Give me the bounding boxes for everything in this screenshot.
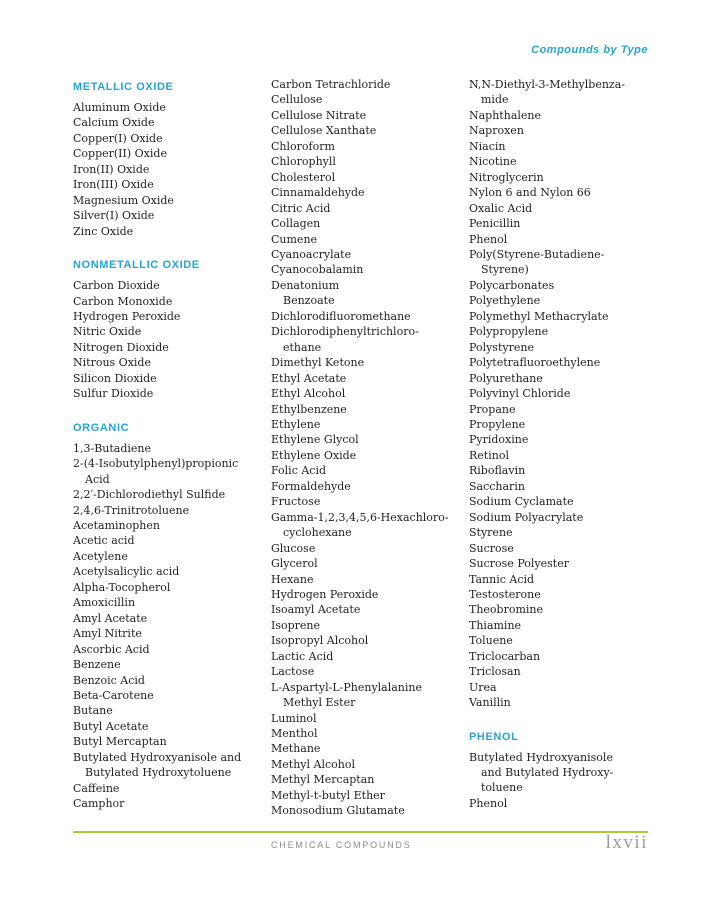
compound-item: Hexane (271, 572, 314, 586)
compound-item: Butylated Hydroxyanisole and Butylated Hydroxytoluene (73, 750, 242, 780)
compound-item: Nitrogen Dioxide (73, 340, 169, 354)
compound-item: Zinc Oxide (73, 224, 134, 238)
compound-item: Aluminum Oxide (73, 101, 166, 114)
compound-item: Phenol (469, 232, 508, 246)
compound-item: Carbon Tetrachloride (271, 78, 391, 91)
compound-item: Polyvinyl Chloride (469, 387, 571, 401)
compound-item: Testosterone (469, 587, 541, 601)
compound-item: Poly(Styrene-Butadiene- Styrene) (469, 247, 605, 277)
compound-item: Denatonium Benzoate (271, 278, 340, 308)
column-3 (469, 77, 659, 829)
compound-item: Methane (271, 742, 321, 756)
compound-item: Retinol (469, 448, 509, 462)
compound-item: Carbon Monoxide (73, 294, 173, 308)
compound-item: Tannic Acid (469, 572, 535, 586)
compound-item: Naphthalene (469, 108, 541, 122)
compound-item: Iron(II) Oxide (73, 162, 150, 176)
compound-item: Urea (469, 680, 497, 694)
compound-item: Collagen (271, 217, 321, 231)
compound-item: Ethylene Glycol (271, 433, 359, 447)
compound-item: Hydrogen Peroxide (73, 309, 181, 323)
compound-item: Isopropyl Alcohol (271, 634, 369, 648)
compound-item: Cellulose Xanthate (271, 124, 377, 138)
compound-item: Lactose (271, 665, 315, 679)
compound-section (73, 420, 258, 812)
compound-item: Acetic acid (73, 534, 135, 548)
compound-item: Dimethyl Ketone (271, 356, 365, 370)
compound-section (73, 79, 258, 239)
compound-item: Nitrous Oxide (73, 356, 151, 370)
compound-item: Nicotine (469, 155, 517, 169)
compound-item: Folic Acid (271, 464, 327, 478)
compound-item: Ethylene Oxide (271, 448, 357, 462)
compound-item: Cumene (271, 232, 318, 246)
compound-item: Methyl Alcohol (271, 757, 355, 771)
compound-section (469, 729, 659, 812)
compound-item: Propylene (469, 417, 526, 431)
compound-item: Ethyl Alcohol (271, 387, 346, 401)
compound-item: Sodium Cyclamate (469, 495, 574, 509)
compound-item: Menthol (271, 727, 318, 741)
compound-item: Amyl Nitrite (73, 627, 142, 641)
compound-item: Amyl Acetate (73, 611, 148, 625)
compound-item: Silver(I) Oxide (73, 209, 155, 223)
compound-item: Sulfur Dioxide (73, 387, 154, 401)
compound-item: Dichlorodiphenyltrichloro- ethane (271, 325, 419, 354)
compound-item: 1,3-Butadiene (73, 441, 152, 455)
compound-item: Sodium Polyacrylate (469, 510, 584, 524)
compound-item: Cellulose Nitrate (271, 108, 367, 122)
compound-item: Polystyrene (469, 340, 534, 354)
compound-item: Triclocarban (469, 649, 541, 663)
compound-item: Polymethyl Methacrylate (469, 309, 609, 323)
compound-item: Amoxicillin (73, 596, 136, 610)
compound-item: Glucose (271, 541, 316, 555)
compound-item: Nylon 6 and Nylon 66 (469, 186, 591, 200)
compound-item: Polytetrafluoroethylene (469, 356, 601, 370)
section-title: NONMETALLIC OXIDE (73, 259, 200, 272)
compound-item: Cellulose (271, 93, 323, 107)
compound-item: Cyanocobalamin (271, 263, 364, 277)
compound-item: Copper(II) Oxide (73, 147, 167, 161)
compound-section (271, 77, 461, 819)
compound-item: Cinnamaldehyde (271, 186, 365, 200)
compound-item: Naproxen (469, 124, 524, 138)
compound-item: Benzene (73, 658, 121, 672)
compound-item: Cyanoacrylate (271, 247, 352, 261)
page-number: lxvii (605, 832, 648, 853)
compound-item: Iron(III) Oxide (73, 178, 154, 192)
compound-item: Nitric Oxide (73, 325, 142, 339)
compound-item: Butylated Hydroxyanisole and Butylated Hydroxy- toluene (469, 750, 614, 795)
compound-item: Citric Acid (271, 201, 331, 215)
compound-item: Chlorophyll (271, 155, 336, 169)
compound-item: Acetylene (73, 549, 128, 563)
compound-item: Silicon Dioxide (73, 371, 157, 385)
compound-item: Sucrose (469, 541, 514, 555)
compound-item: Chloroform (271, 139, 335, 153)
compound-item: Methyl-t-butyl Ether (271, 788, 385, 802)
compound-item: Formaldehyde (271, 479, 351, 493)
compound-item: Polyethylene (469, 294, 541, 308)
compound-item: Polycarbonates (469, 278, 555, 292)
compound-item: Butyl Mercaptan (73, 735, 167, 749)
compound-item: L-Aspartyl-L-Phenylalanine Methyl Ester (271, 680, 423, 710)
compound-item: Toluene (469, 634, 513, 648)
compound-item: Benzoic Acid (73, 673, 145, 687)
compound-item: Saccharin (469, 479, 525, 493)
compound-item: Fructose (271, 495, 321, 509)
compound-item: Luminol (271, 711, 317, 725)
column-2 (271, 77, 461, 837)
column-1 (73, 77, 258, 830)
section-title: PHENOL (469, 730, 519, 743)
compound-item: 2,2′-Dichlorodiethyl Sulfide (73, 488, 226, 502)
compound-item: Acetaminophen (73, 518, 160, 532)
compound-item: Methyl Mercaptan (271, 773, 375, 787)
compound-item: Lactic Acid (271, 649, 334, 663)
footer-title: CHEMICAL COMPOUNDS (271, 840, 412, 850)
compound-item: Sucrose Polyester (469, 557, 569, 571)
compound-item: Butane (73, 704, 113, 718)
footer-rule (73, 831, 648, 833)
compound-item: Oxalic Acid (469, 201, 533, 215)
compound-item: Calcium Oxide (73, 116, 155, 130)
compound-item: Riboflavin (469, 464, 526, 478)
compound-item: Thiamine (469, 618, 522, 632)
compound-item: N,N-Diethyl-3-Methylbenza- mide (469, 78, 625, 107)
compound-item: Ethylbenzene (271, 402, 347, 416)
compound-section (469, 77, 659, 711)
compound-item: Triclosan (469, 665, 521, 679)
compound-item: Dichlorodifluoromethane (271, 309, 411, 323)
compound-item: Theobromine (469, 603, 544, 617)
compound-item: Isoprene (271, 618, 321, 632)
compound-item: Phenol (469, 796, 508, 810)
compound-item: Ethylene (271, 417, 321, 431)
compound-item: Camphor (73, 797, 125, 811)
section-title: ORGANIC (73, 421, 130, 434)
compound-item: Monosodium Glutamate (271, 804, 405, 818)
compound-item: Propane (469, 402, 516, 416)
compound-item: Gamma-1,2,3,4,5,6-Hexachloro- cyclohexane (271, 510, 449, 540)
compound-item: Cholesterol (271, 170, 336, 184)
compound-item: Butyl Acetate (73, 719, 149, 733)
compound-item: Niacin (469, 139, 506, 153)
compound-item: Nitroglycerin (469, 170, 544, 184)
compound-item: Beta-Carotene (73, 688, 154, 702)
compound-section (73, 257, 258, 402)
compound-item: Ethyl Acetate (271, 371, 347, 385)
compound-item: Alpha-Tocopherol (73, 580, 171, 594)
compound-item: 2-(4-Isobutylphenyl)propionic Acid (73, 457, 239, 486)
compound-item: Hydrogen Peroxide (271, 587, 379, 601)
compound-item: Polyurethane (469, 371, 543, 385)
compound-item: Pyridoxine (469, 433, 529, 447)
section-title: METALLIC OXIDE (73, 81, 174, 93)
compound-item: Ascorbic Acid (73, 642, 150, 656)
compound-item: Copper(I) Oxide (73, 131, 163, 145)
compound-item: 2,4,6-Trinitrotoluene (73, 503, 190, 517)
compound-item: Vanillin (469, 696, 511, 710)
compound-item: Acetylsalicylic acid (73, 565, 180, 579)
running-header: Compounds by Type (531, 44, 648, 56)
compound-item: Styrene (469, 526, 513, 540)
compound-item: Polypropylene (469, 325, 549, 339)
compound-item: Isoamyl Acetate (271, 603, 361, 617)
compound-item: Penicillin (469, 217, 521, 231)
compound-item: Magnesium Oxide (73, 193, 174, 207)
compound-item: Carbon Dioxide (73, 279, 160, 293)
compound-item: Caffeine (73, 781, 120, 795)
compound-item: Glycerol (271, 557, 318, 571)
